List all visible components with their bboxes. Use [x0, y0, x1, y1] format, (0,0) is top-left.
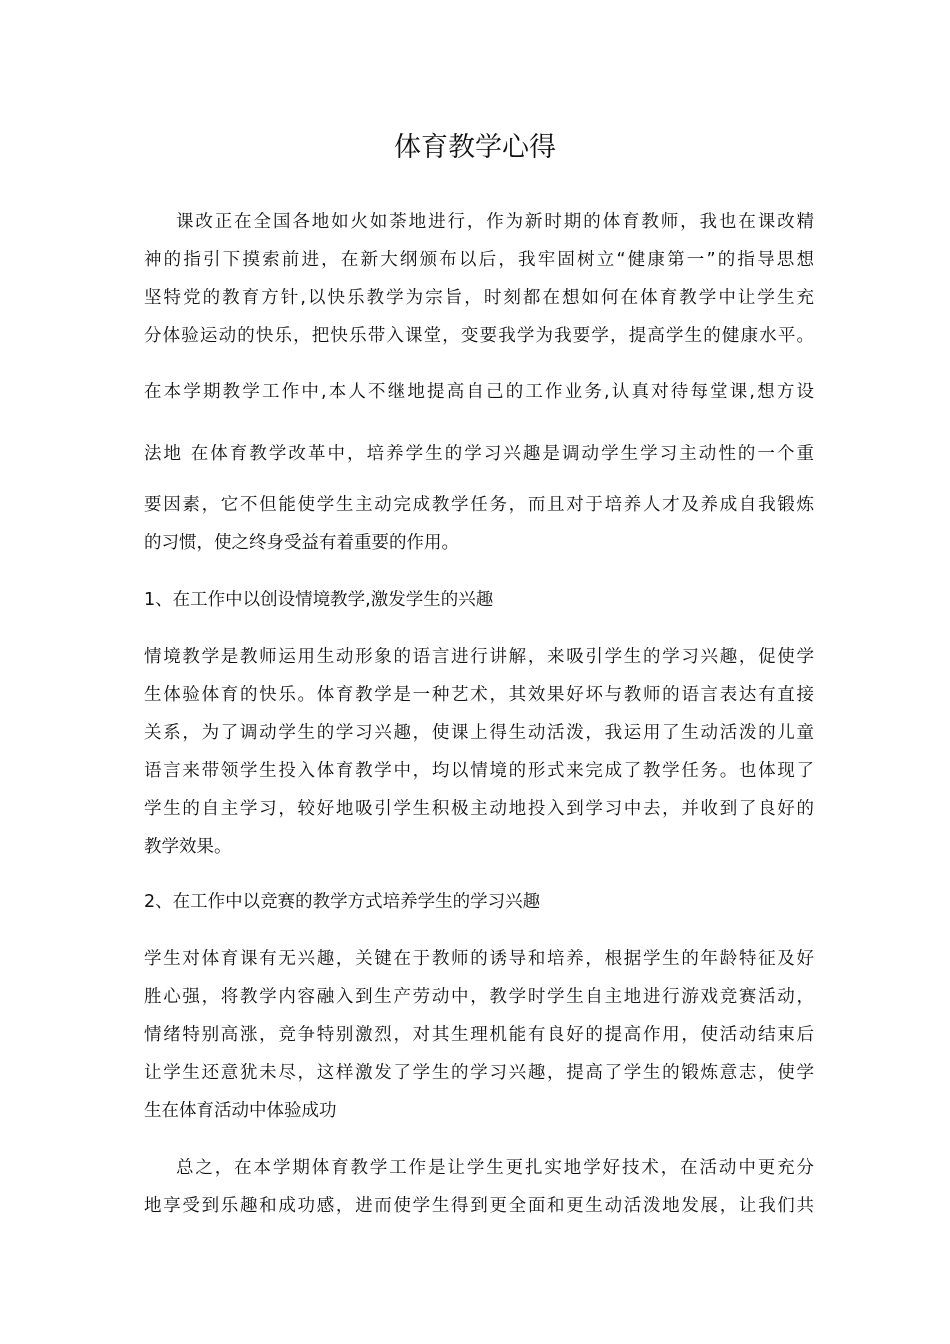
paragraph-line: 生在体育活动中体验成功 [144, 1101, 337, 1121]
paragraph-line: 地享受到乐趣和成功感，进而使学生得到更全面和更生动活泼地发展，让我们共 [144, 1196, 814, 1216]
document-title: 体育教学心得 [394, 132, 556, 163]
paragraph-line: 情境教学是教师运用生动形象的语言进行讲解，来吸引学生的学习兴趣，促使学 [144, 647, 814, 667]
paragraph-line: 要因素，它不但能使学生主动完成教学任务，而且对于培养人才及养成自我锻炼 [144, 495, 814, 515]
paragraph-line: 分体验运动的快乐，把快乐带入课堂，变要我学为我要学，提高学生的健康水平。 [144, 326, 814, 346]
paragraph-line: 坚特党的教育方针,以快乐教学为宗旨，时刻都在想如何在体育教学中让学生充 [144, 288, 814, 308]
paragraph-line: 在本学期教学工作中,本人不继地提高自己的工作业务,认真对待每堂课,想方设 [144, 382, 814, 402]
paragraph-line: 神的指引下摸索前进，在新大纲颁布以后，我牢固树立“健康第一”的指导思想 [144, 250, 814, 270]
paragraph-line: 学生的自主学习，较好地吸引学生积极主动地投入到学习中去，并收到了良好的 [144, 799, 814, 819]
paragraph-line: 课改正在全国各地如火如荼地进行，作为新时期的体育教师，我也在课改精 [176, 212, 814, 232]
paragraph-line: 教学效果。 [144, 837, 232, 857]
paragraph-line: 胜心强，将教学内容融入到生产劳动中，教学时学生自主地进行游戏竞赛活动， [144, 987, 814, 1007]
paragraph-line: 语言来带领学生投入体育教学中，均以情境的形式来完成了教学任务。也体现了 [144, 761, 814, 781]
paragraph-line: 生体验体育的快乐。体育教学是一种艺术，其效果好坏与教师的语言表达有直接 [144, 685, 814, 705]
paragraph-line: 学生对体育课有无兴趣，关键在于教师的诱导和培养，根据学生的年龄特征及好 [144, 949, 814, 969]
paragraph-line: 关系，为了调动学生的学习兴趣，使课上得生动活泼，我运用了生动活泼的儿童 [144, 723, 814, 743]
paragraph-line: 总之，在本学期体育教学工作是让学生更扎实地学好技术，在活动中更充分 [176, 1158, 814, 1178]
paragraph-line: 法地 在体育教学改革中，培养学生的学习兴趣是调动学生学习主动性的一个重 [144, 444, 814, 464]
section-heading: 2、在工作中以竞赛的教学方式培养学生的学习兴趣 [144, 892, 541, 912]
paragraph-line: 情绪特别高涨，竞争特别激烈，对其生理机能有良好的提高作用，使活动结束后 [144, 1025, 814, 1045]
paragraph-line: 让学生还意犹未尽，这样激发了学生的学习兴趣，提高了学生的锻炼意志，使学 [144, 1063, 814, 1083]
paragraph-line: 的习惯，使之终身受益有着重要的作用。 [144, 533, 459, 553]
section-heading: 1、在工作中以创设情境教学,激发学生的兴趣 [144, 590, 494, 610]
